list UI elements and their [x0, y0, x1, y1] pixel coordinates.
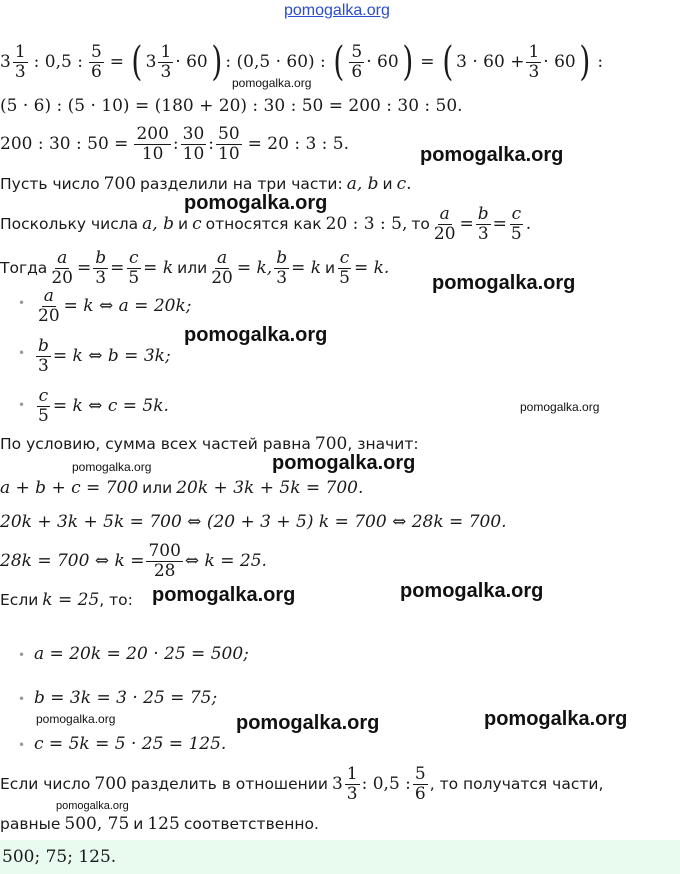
expr: =	[109, 52, 125, 72]
text: , то:	[99, 591, 133, 609]
var: c.	[396, 174, 412, 194]
expr: a + b + c = 700	[0, 478, 139, 498]
bullet: •	[18, 296, 26, 310]
equation-line-2	[0, 94, 463, 118]
watermark: pomogalka.org	[184, 324, 328, 346]
fraction: $\frac{a}{20}$	[51, 247, 73, 288]
text: Если число	[0, 775, 91, 793]
text: соответственно.	[183, 815, 319, 833]
watermark: pomogalka.org	[420, 144, 564, 166]
text-line-8	[0, 476, 363, 500]
result-b	[34, 686, 217, 710]
bullet: •	[18, 346, 26, 360]
watermark: pomogalka.org	[484, 708, 628, 730]
text: равные	[0, 815, 61, 833]
watermark: pomogalka.org	[36, 712, 116, 726]
text-line-11	[0, 588, 133, 612]
expr: = k,	[236, 258, 273, 278]
bullet: •	[18, 398, 26, 412]
fraction: $\frac{a}{20}$	[38, 285, 60, 326]
fraction: $\frac{b}{3}$	[38, 335, 49, 376]
bullet-line-c	[34, 382, 169, 430]
fraction: $\frac{700}{28}$	[148, 540, 181, 581]
expr: 20k + 3k + 5k = 700.	[176, 478, 364, 498]
equation-line-3: 200 : 30 : 50 = $\frac{200}{10}$ : $\frac{30}{10}$ : $\frac{50}{10}$ = 20 : 3 : 5.	[0, 123, 350, 164]
text: или	[177, 259, 208, 277]
text-line-6: Тогда $\frac{a}{20}$ = $\frac{b}{3}$ = $\frac{c}{5}$ = k или $\frac{a}{20}$ = k, $\frac{b}{3}$ = k и $\frac{c}{5}$ = k.	[0, 247, 390, 288]
num: 3	[145, 52, 157, 72]
text: Поскольку числа	[0, 215, 139, 233]
text: Тогда	[0, 259, 48, 277]
text: разделить в отношении	[130, 775, 328, 793]
num: 500, 75	[64, 814, 130, 834]
equation-line-9	[0, 510, 507, 534]
watermark: pomogalka.org	[56, 800, 129, 812]
fraction: $\frac{1}{3}$	[14, 41, 26, 82]
fraction: $\frac{c}{5}$	[339, 247, 350, 288]
watermark: pomogalka.org	[236, 712, 380, 734]
equation-line-1: 3 $\frac{1}{3}$ : 0,5 : $\frac{5}{6}$ = ( 3 $\frac{1}{3}$ · 60 ) : (0,5 · 60) : ( $\frac{5}{6}$ · 60 ) = ( 3 · 60 + $\frac{1}{3}$ · 60 ) :	[0, 39, 604, 85]
text-line-5: Поскольку числа a, b и c относятся как 20 : 3 : 5, то $\frac{a}{20}$ = $\frac{b}{3}$ = $\frac{c}{5}$ .	[0, 203, 532, 244]
expr: · 60	[543, 52, 576, 72]
text: и	[133, 815, 144, 833]
num: 3	[0, 52, 11, 72]
fraction: $\frac{b}{3}$	[95, 247, 107, 288]
watermark: pomogalka.org	[184, 192, 328, 214]
expr: c = 5k = 5 · 25 = 125.	[34, 734, 227, 754]
expr: = k	[291, 258, 322, 278]
fraction: $\frac{1}{3}$	[160, 41, 172, 82]
expr: = k ⇔ c = 5k.	[52, 396, 169, 416]
expr: = k ⇔ b = 3k;	[52, 346, 171, 366]
expr: = k	[143, 258, 174, 278]
bullet: •	[18, 692, 26, 706]
text: и	[178, 215, 189, 233]
fraction: $\frac{5}{6}$	[414, 763, 426, 804]
expr: 20k + 3k + 5k = 700 ⇔ (20 + 3 + 5) k = 700 ⇔ 28k = 700.	[0, 512, 507, 532]
bullet-line-a	[34, 282, 192, 330]
fraction: $\frac{1}{3}$	[528, 41, 540, 82]
var: c	[192, 214, 202, 234]
expr: = 20 : 3 : 5.	[247, 134, 350, 154]
expr: a = 20k = 20 · 25 = 500;	[34, 644, 249, 664]
bullet-line-b	[34, 332, 171, 380]
expr: = k.	[353, 258, 390, 278]
text: Если	[0, 591, 39, 609]
fraction: $\frac{a}{20}$	[211, 247, 233, 288]
text: и	[382, 175, 393, 193]
text: относятся как	[205, 215, 322, 233]
fraction: $\frac{5}{6}$	[90, 41, 102, 82]
watermark: pomogalka.org	[272, 452, 416, 474]
expr: k = 25	[42, 590, 100, 610]
text: и	[325, 259, 336, 277]
watermark: pomogalka.org	[152, 584, 296, 606]
var: a, b	[142, 214, 174, 234]
text: то	[411, 215, 430, 233]
num: 3	[331, 774, 343, 794]
text: , значит:	[347, 435, 419, 453]
num: 700	[314, 434, 348, 454]
fraction: $\frac{b}{3}$	[276, 247, 288, 288]
watermark: pomogalka.org	[432, 272, 576, 294]
expr: : 0,5 :	[33, 52, 83, 72]
expr: = k ⇔ a = 20k;	[63, 296, 192, 316]
fraction: $\frac{5}{6}$	[351, 41, 363, 82]
expr: : 0,5 :	[361, 774, 411, 794]
fraction: $\frac{c}{5}$	[128, 247, 140, 288]
bullet: •	[18, 648, 26, 662]
watermark: pomogalka.org	[72, 460, 152, 474]
fraction: $\frac{1}{3}$	[346, 763, 358, 804]
fraction: $\frac{c}{5}$	[510, 203, 522, 244]
text: или	[142, 479, 173, 497]
text-line-13	[0, 812, 319, 836]
fraction: $\frac{200}{10}$	[136, 123, 169, 164]
bullet: •	[18, 738, 26, 752]
expr: =	[420, 52, 435, 72]
expr: :	[597, 52, 604, 72]
num: 125	[147, 814, 180, 834]
result-a	[34, 642, 249, 666]
watermark: pomogalka.org	[400, 580, 544, 602]
text: Пусть число	[0, 175, 100, 193]
watermark: pomogalka.org	[520, 400, 600, 414]
expr: · 60	[366, 52, 399, 72]
fraction: $\frac{b}{3}$	[477, 203, 489, 244]
fraction: $\frac{50}{10}$	[218, 123, 240, 164]
equation-line-10	[0, 538, 267, 584]
expr: : (0,5 · 60) :	[225, 52, 326, 72]
expr: 3 · 60 +	[456, 52, 525, 72]
watermark: pomogalka.org	[232, 76, 312, 90]
text: разделили на три части:	[140, 175, 343, 193]
fraction: $\frac{30}{10}$	[182, 123, 205, 164]
expr: ⇔ k = 25.	[184, 551, 267, 571]
var: a, b	[346, 174, 379, 194]
answer-box	[0, 840, 680, 874]
num: 700	[94, 774, 127, 794]
num: 700	[103, 174, 137, 194]
expr: 28k = 700 ⇔ k =	[0, 551, 145, 571]
expr: 20 : 3 : 5,	[325, 214, 408, 234]
expr: (5 · 6) : (5 · 10) = (180 + 20) : 30 : 50 = 200 : 30 : 50.	[0, 96, 463, 116]
expr: · 60	[175, 52, 208, 72]
answer-text: 500; 75; 125.	[2, 847, 117, 867]
fraction: $\frac{c}{5}$	[38, 385, 49, 426]
text: , то получатся части,	[429, 775, 604, 793]
fraction: $\frac{a}{20}$	[433, 203, 456, 244]
text: По условию, сумма всех частей равна	[0, 435, 311, 453]
expr: 200 : 30 : 50 =	[0, 134, 129, 154]
site-link[interactable]: pomogalka.org	[284, 2, 390, 19]
expr: b = 3k = 3 · 25 = 75;	[34, 688, 218, 708]
result-c	[34, 732, 226, 756]
